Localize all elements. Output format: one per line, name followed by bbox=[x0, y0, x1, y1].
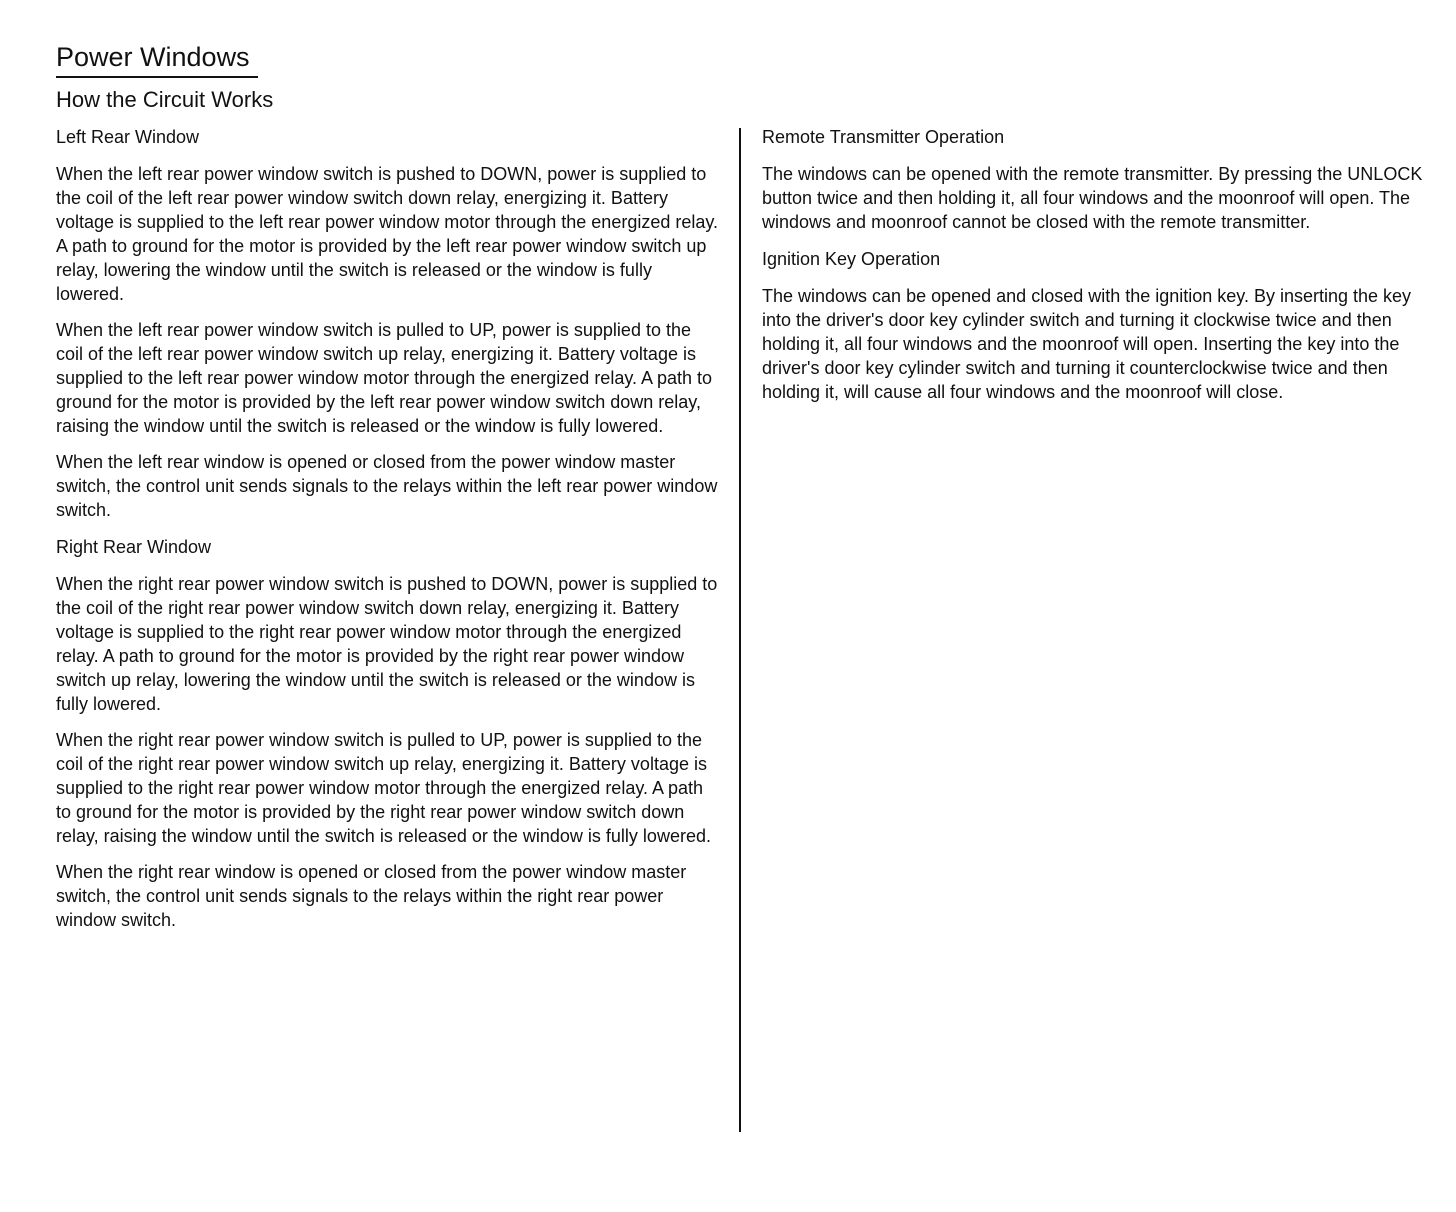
paragraph: When the right rear power window switch is pushed to DOWN, power is supplied to the coil of the right rear power window switch down relay, energizing it. Battery voltage is supplied to the right rear power window motor through the energized relay. A path to ground for the motor is provided by the right rear power window switch up relay, lowering the window until the switch is released or the window is fully lowered. bbox=[56, 574, 718, 714]
paragraph: The windows can be opened and closed with the ignition key. By inserting the key into the driver's door key cylinder switch and turning it clockwise twice and then holding it, all four windows and the moonroof will open. Inserting the key into the driver's door key cylinder switch and turning it counterclockwise twice and then holding it, will cause all four windows and the moonroof will close. bbox=[762, 286, 1412, 402]
paragraph: When the right rear power window switch is pulled to UP, power is supplied to the coil of the right rear power window switch up relay, energizing it. Battery voltage is supplied to the right rear power window motor through the energized relay. A path to ground for the motor is provided by the right rear power window switch down relay, raising the window until the switch is released or the window is fully lowered. bbox=[56, 730, 711, 846]
paragraph: The windows can be opened with the remote transmitter. By pressing the UNLOCK button twice and then holding it, all four windows and the moonroof will open. The windows and moonroof cannot be closed with the remote transmitter. bbox=[762, 164, 1423, 232]
section-heading: Remote Transmitter Operation bbox=[762, 127, 1005, 147]
page-subtitle: How the Circuit Works bbox=[56, 87, 274, 112]
section-left-rear-window bbox=[56, 124, 720, 522]
paragraph: When the right rear window is opened or closed from the power window master switch, the control unit sends signals to the relays within the right rear power window switch. bbox=[56, 862, 687, 930]
column-divider bbox=[739, 128, 741, 1132]
section-ignition-key-operation bbox=[762, 246, 1426, 404]
section-remote-transmitter-operation bbox=[762, 124, 1426, 234]
page-title: Power Windows bbox=[56, 40, 258, 78]
paragraph: When the left rear power window switch is pulled to UP, power is supplied to the coil of the left rear power window switch up relay, energizing it. Battery voltage is supplied to the left rear power window motor through the energized relay. A path to ground for the motor is provided by the left rear power window switch down relay, raising the window until the switch is released or the window is fully lowered. bbox=[56, 320, 713, 436]
section-heading: Right Rear Window bbox=[56, 537, 212, 557]
section-heading: Ignition Key Operation bbox=[762, 249, 941, 269]
paragraph: When the left rear window is opened or closed from the power window master switch, the control unit sends signals to the relays within the left rear power window switch. bbox=[56, 452, 718, 520]
section-heading: Left Rear Window bbox=[56, 127, 200, 147]
left-column bbox=[56, 124, 720, 944]
right-column bbox=[762, 124, 1426, 416]
section-right-rear-window bbox=[56, 534, 720, 932]
paragraph: When the left rear power window switch is pushed to DOWN, power is supplied to the coil of the left rear power window switch down relay, energizing it. Battery voltage is supplied to the left rear power window motor through the energized relay. A path to ground for the motor is provided by the left rear power window switch up relay, lowering the window until the switch is released or the window is fully lowered. bbox=[56, 164, 719, 304]
